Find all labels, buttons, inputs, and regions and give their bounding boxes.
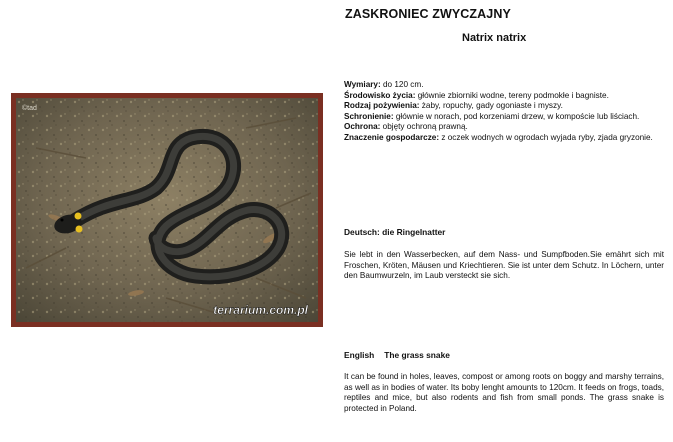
fact-label: Znaczenie gospodarcze: [344,132,440,142]
english-label: English [344,350,375,360]
fact-size [344,80,666,91]
fact-label: Schronienie: [344,111,394,121]
german-text: Sie lebt in den Wasserbecken, auf dem Nass- und Sumpfboden.Sie emährt sich mit Froschen, Kröten, Mäusen und Kriechtieren. Sie ist unter dem Schutz. In Löchern, unter den Baumwurzeln, im Laub versteckt sie sich. [344,250,664,280]
fact-shelter [344,112,666,123]
fact-economic [344,133,666,144]
fact-habitat [344,91,666,102]
grass-snake-illustration [16,98,318,322]
latin-name: Natrix natrix [462,32,527,44]
fact-food [344,101,666,112]
fact-label: Ochrona: [344,122,381,131]
fact-value: głównie zbiorniki wodne, tereny podmokłe i bagniste. [415,90,609,100]
fact-label: Rodzaj pożywienia: [344,101,420,110]
fact-value: objęty ochroną prawną. [380,122,468,131]
page-title: ZASKRONIEC ZWYCZAJNY [345,7,511,21]
facts-list [344,80,666,143]
snake-photo [11,93,323,327]
fact-value: głównie w norach, pod korzeniami drzew, w kompoście lub liściach. [393,111,640,121]
fact-value: do 120 cm. [380,80,424,89]
fact-label: Wymiary: [344,80,381,89]
fact-protection [344,122,666,133]
fact-value: żaby, ropuchy, gady ogoniaste i myszy. [419,101,563,110]
photo-watermark: terrarium.com.pl [213,303,308,317]
english-name: The grass snake [384,350,450,360]
english-heading [344,350,460,360]
english-text: It can be found in holes, leaves, compost or among roots on boggy and marshy terrains, as well as in bodies of water. Its boby lenght amounts to 120cm. It feeds on frogs, toads, reptiles and mice, but also rodents and fish from small ponds. The grass snake is protected in Poland. [344,372,664,413]
german-heading: Deutsch: die Ringelnatter [344,227,446,237]
fact-label: Środowisko życia: [344,90,416,100]
photo-corner-tag: ©tad [22,105,37,112]
fact-value: z oczek wodnych w ogrodach wyjada ryby, zjada gryzonie. [439,132,653,142]
